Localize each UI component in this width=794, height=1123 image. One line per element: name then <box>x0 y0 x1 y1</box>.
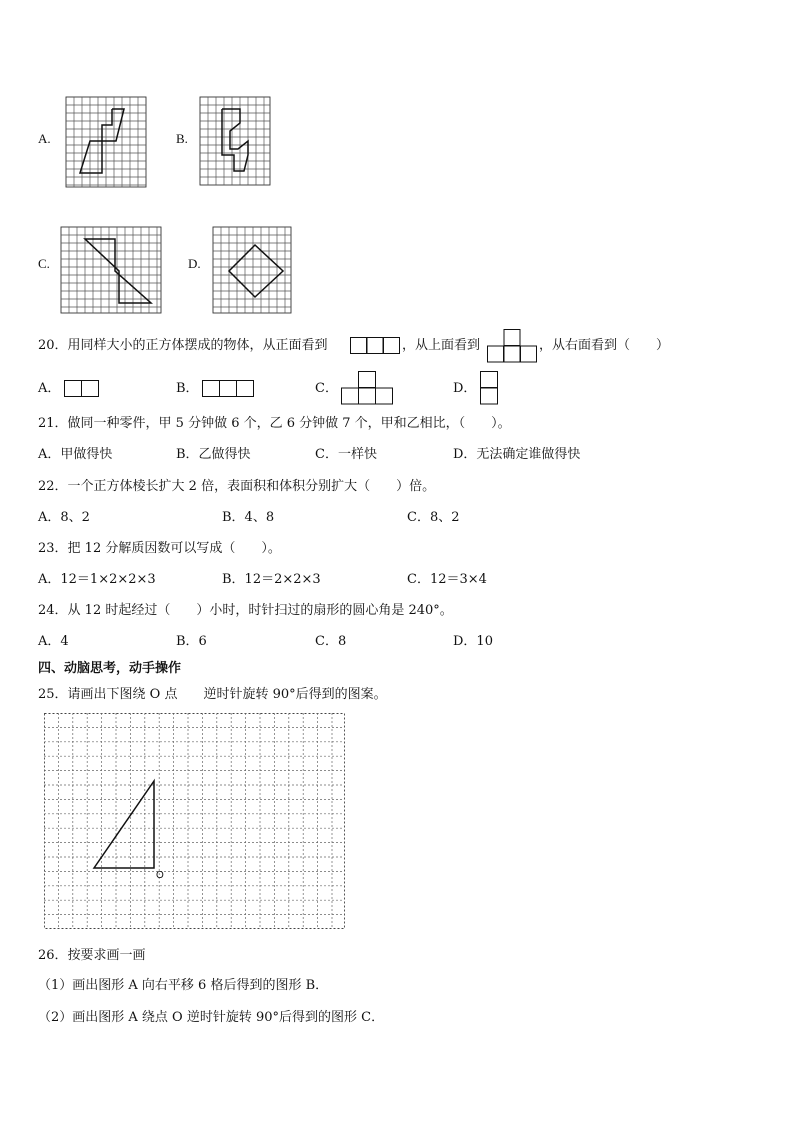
q26-part-2: （2）画出图形 A 绕点 O 逆时针旋转 90°后得到的图形 C． <box>38 1010 385 1025</box>
q20-option-b-label: B． <box>176 381 199 396</box>
q21-option-b[interactable]: B．乙做得快 <box>176 447 251 462</box>
q20-option-d-label: D． <box>453 381 477 396</box>
q20-top-view <box>487 329 538 363</box>
q20-option-c-label: C． <box>315 381 338 396</box>
section-4-title: 四、动脑思考，动手操作 <box>38 661 182 676</box>
q22-option-a[interactable]: A．8、2 <box>38 510 90 525</box>
dotted-grid <box>44 713 345 929</box>
option-c-figure[interactable] <box>61 227 161 313</box>
q22-option-c[interactable]: C．8、2 <box>407 510 460 525</box>
q20-text-start: 20．用同样大小的正方体摆成的物体，从正面看到 <box>38 338 328 353</box>
option-b-figure[interactable] <box>200 97 270 185</box>
q21-question: 21．做同一种零件，甲 5 分钟做 6 个，乙 6 分钟做 7 个，甲和乙相比，（ ）。 <box>38 416 511 431</box>
q23-option-b[interactable]: B．12＝2×2×3 <box>222 572 321 587</box>
grid <box>200 97 270 185</box>
q22-question: 22．一个正方体棱长扩大 2 倍，表面积和体积分别扩大（ ）倍。 <box>38 479 436 494</box>
q20-option-c-figure[interactable] <box>341 371 393 405</box>
q26-part-1: （1）画出图形 A 向右平移 6 格后得到的图形 B． <box>38 978 329 993</box>
option-c-label: C. <box>38 256 50 271</box>
grid <box>66 97 146 187</box>
q20-text-mid: ，从上面看到 <box>402 338 481 353</box>
option-b-label: B. <box>176 131 188 146</box>
q20-option-a-figure[interactable] <box>64 380 99 397</box>
q21-option-a[interactable]: A．甲做得快 <box>38 447 113 462</box>
q20-option-b-figure[interactable] <box>202 380 254 397</box>
q21-option-c[interactable]: C．一样快 <box>315 447 377 462</box>
q24-option-c[interactable]: C．8 <box>315 634 347 649</box>
q25-grid-figure[interactable] <box>44 713 345 929</box>
option-a-shape <box>80 109 124 173</box>
q20-front-view <box>350 337 401 354</box>
q24-option-d[interactable]: D．10 <box>453 634 493 649</box>
q20-option-a-label: A． <box>38 381 61 396</box>
option-d-label: D. <box>188 256 201 271</box>
grid <box>213 227 291 313</box>
q24-option-b[interactable]: B．6 <box>176 634 207 649</box>
q25-question: 25．请画出下图绕 O 点 逆时针旋转 90°后得到的图案。 <box>38 687 387 702</box>
option-d-figure[interactable] <box>213 227 291 313</box>
q23-question: 23．把 12 分解质因数可以写成（ ）。 <box>38 541 281 556</box>
grid <box>61 227 161 313</box>
q24-question: 24．从 12 时起经过（ ）小时，时针扫过的扇形的圆心角是 240°。 <box>38 603 453 618</box>
q22-option-b[interactable]: B．4、8 <box>222 510 275 525</box>
option-a-figure[interactable] <box>66 97 146 187</box>
q25-point-o-label: O <box>156 870 164 881</box>
q23-option-a[interactable]: A．12＝1×2×2×3 <box>38 572 156 587</box>
q21-option-d[interactable]: D．无法确定谁做得快 <box>453 447 581 462</box>
q24-option-a[interactable]: A．4 <box>38 634 69 649</box>
q26-question: 26．按要求画一画 <box>38 948 146 963</box>
q20-option-d-figure[interactable] <box>480 371 498 405</box>
option-b-shape <box>222 109 248 171</box>
q23-option-c[interactable]: C．12＝3×4 <box>407 572 487 587</box>
q20-text-end: ，从右面看到（ ） <box>539 338 670 353</box>
option-a-label: A. <box>38 131 51 146</box>
